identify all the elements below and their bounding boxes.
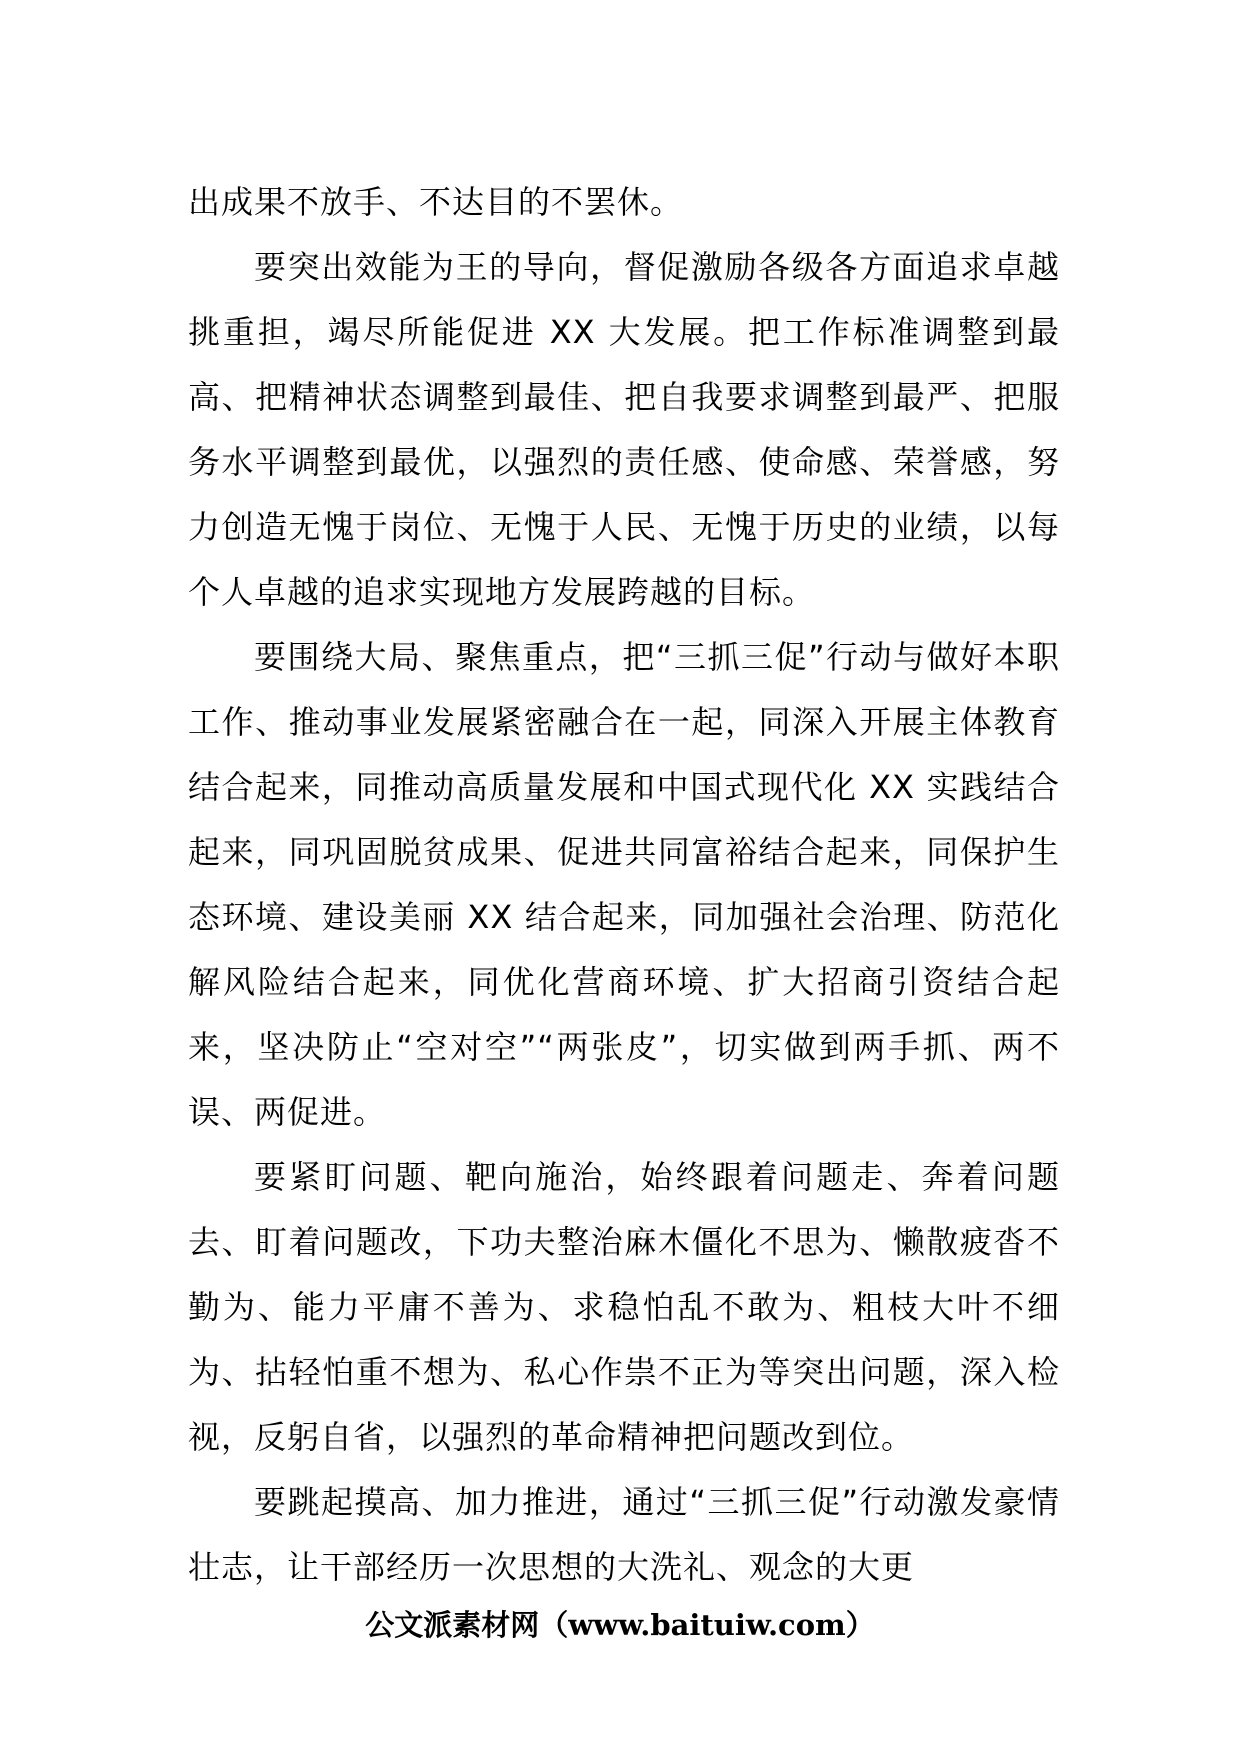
paragraph-2: 要突出效能为王的导向，督促激励各级各方面追求卓越挑重担，竭尽所能促进 XX 大发展。把工作标准调整到最高、把精神状态调整到最佳、把自我要求调整到最严、把服务水平调整到最优，以强烈的责任感、使命感、荣誉感，努力创造无愧于岗位、无愧于人民、无愧于历史的业绩，以每个人卓越的追求实现地方发展跨越的目标。 bbox=[188, 248, 1060, 611]
page-footer-watermark: 公文派素材网（www.baituiw.com） bbox=[365, 1608, 875, 1642]
paragraph-4: 要紧盯问题、靶向施治，始终跟着问题走、奔着问题去、盯着问题改，下功夫整治麻木僵化不思为、懒散疲沓不勤为、能力平庸不善为、求稳怕乱不敢为、粗枝大叶不细为、拈轻怕重不想为、私心作祟不正为等突出问题，深入检视，反躬自省，以强烈的革命精神把问题改到位。 bbox=[188, 1158, 1060, 1456]
paragraph-1: 出成果不放手、不达目的不罢休。 bbox=[188, 183, 684, 221]
paragraph-5: 要跳起摸高、加力推进，通过“三抓三促”行动激发豪情壮志，让干部经历一次思想的大洗礼、观念的大更 bbox=[188, 1483, 1060, 1586]
paragraph-3: 要围绕大局、聚焦重点，把“三抓三促”行动与做好本职工作、推动事业发展紧密融合在一起，同深入开展主体教育结合起来，同推动高质量发展和中国式现代化 XX 实践结合起来，同巩固脱贫成果、促进共同富裕结合起来，同保护生态环境、建设美丽 XX 结合起来，同加强社会治理、防范化解风险结合起来，同优化营商环境、扩大招商引资结合起来，坚决防止“空对空”“两张皮”，切实做到两手抓、两不误、两促进。 bbox=[188, 638, 1060, 1131]
document-body bbox=[188, 170, 1060, 1600]
